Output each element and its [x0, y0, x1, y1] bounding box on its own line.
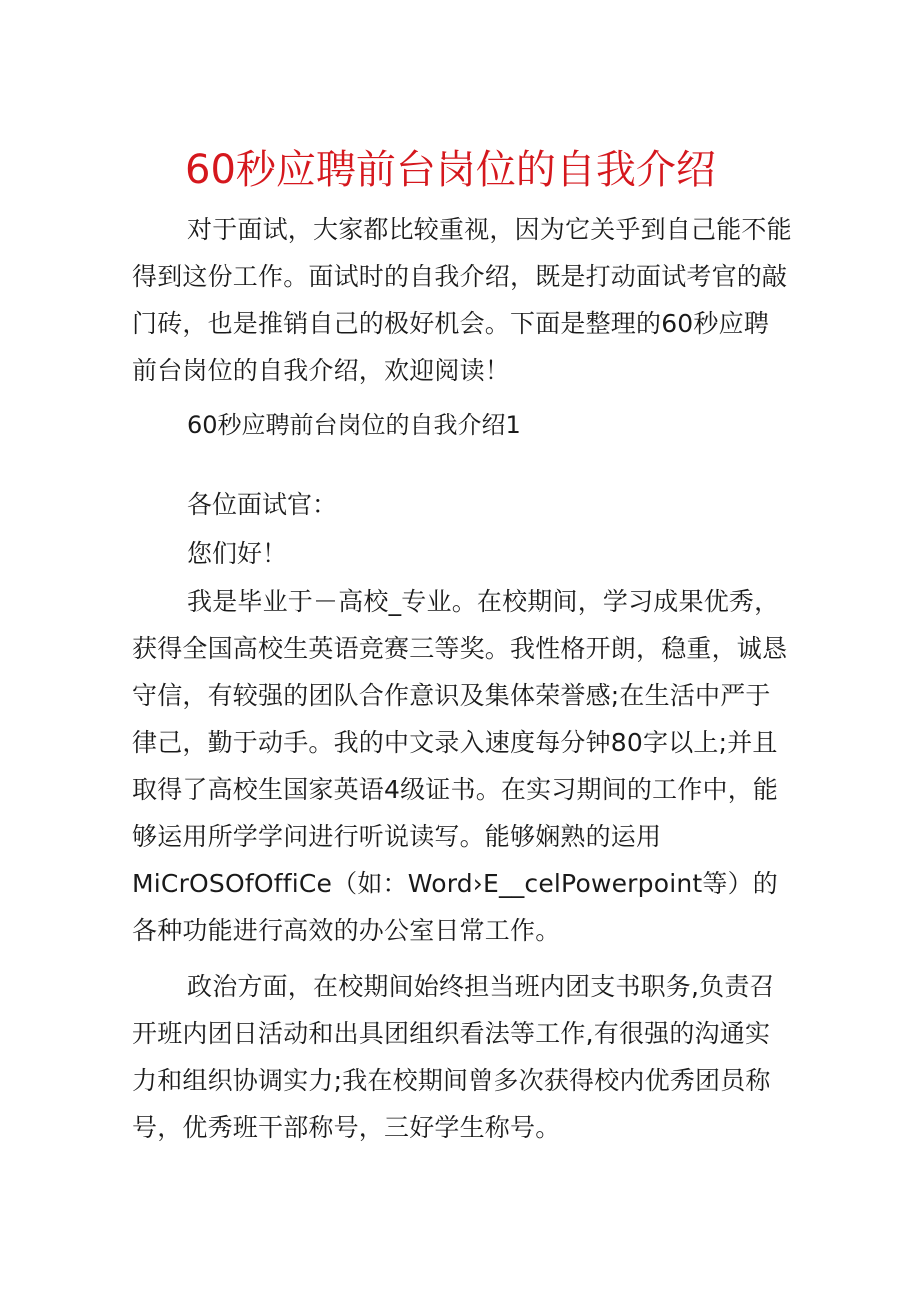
section-heading: 60秒应聘前台岗位的自我介绍1	[187, 411, 521, 439]
hello-line: 您们好！	[187, 539, 288, 568]
greeting-line: 各位面试官：	[187, 490, 338, 519]
intro-paragraph: 对于面试，大家都比较重视，因为它关乎到自己能不能得到这份工作。面试时的自我介绍，既是打动面试考官的敲门砖，也是推销自己的极好机会。下面是整理的60秒应聘前台岗位的自我介绍，欢迎阅读！	[132, 215, 792, 385]
body-paragraph-1: 我是毕业于－高校_专业。在校期间，学习成果优秀，获得全国高校生英语竞赛三等奖。我性格开朗，稳重，诚恳守信，有较强的团队合作意识及集体荣誉感;在生活中严于律己，勤于动手。我的中文录入速度每分钟80字以上;并且取得了高校生国家英语4级证书。在实习期间的工作中，能够运用所学学问进行听说读写。能够娴熟的运用MiCrOSOfOffiCe（如：Word›E__celPowerpoint等）的各种功能进行高效的办公室日常工作。	[132, 587, 788, 945]
document-title: 60秒应聘前台岗位的自我介绍	[185, 147, 716, 193]
body-paragraph-2: 政治方面，在校期间始终担当班内团支书职务,负责召开班内团日活动和出具团组织看法等工作,有很强的沟通实力和组织协调实力;我在校期间曾多次获得校内优秀团员称号，优秀班干部称号，三好学生称号。	[132, 972, 775, 1142]
